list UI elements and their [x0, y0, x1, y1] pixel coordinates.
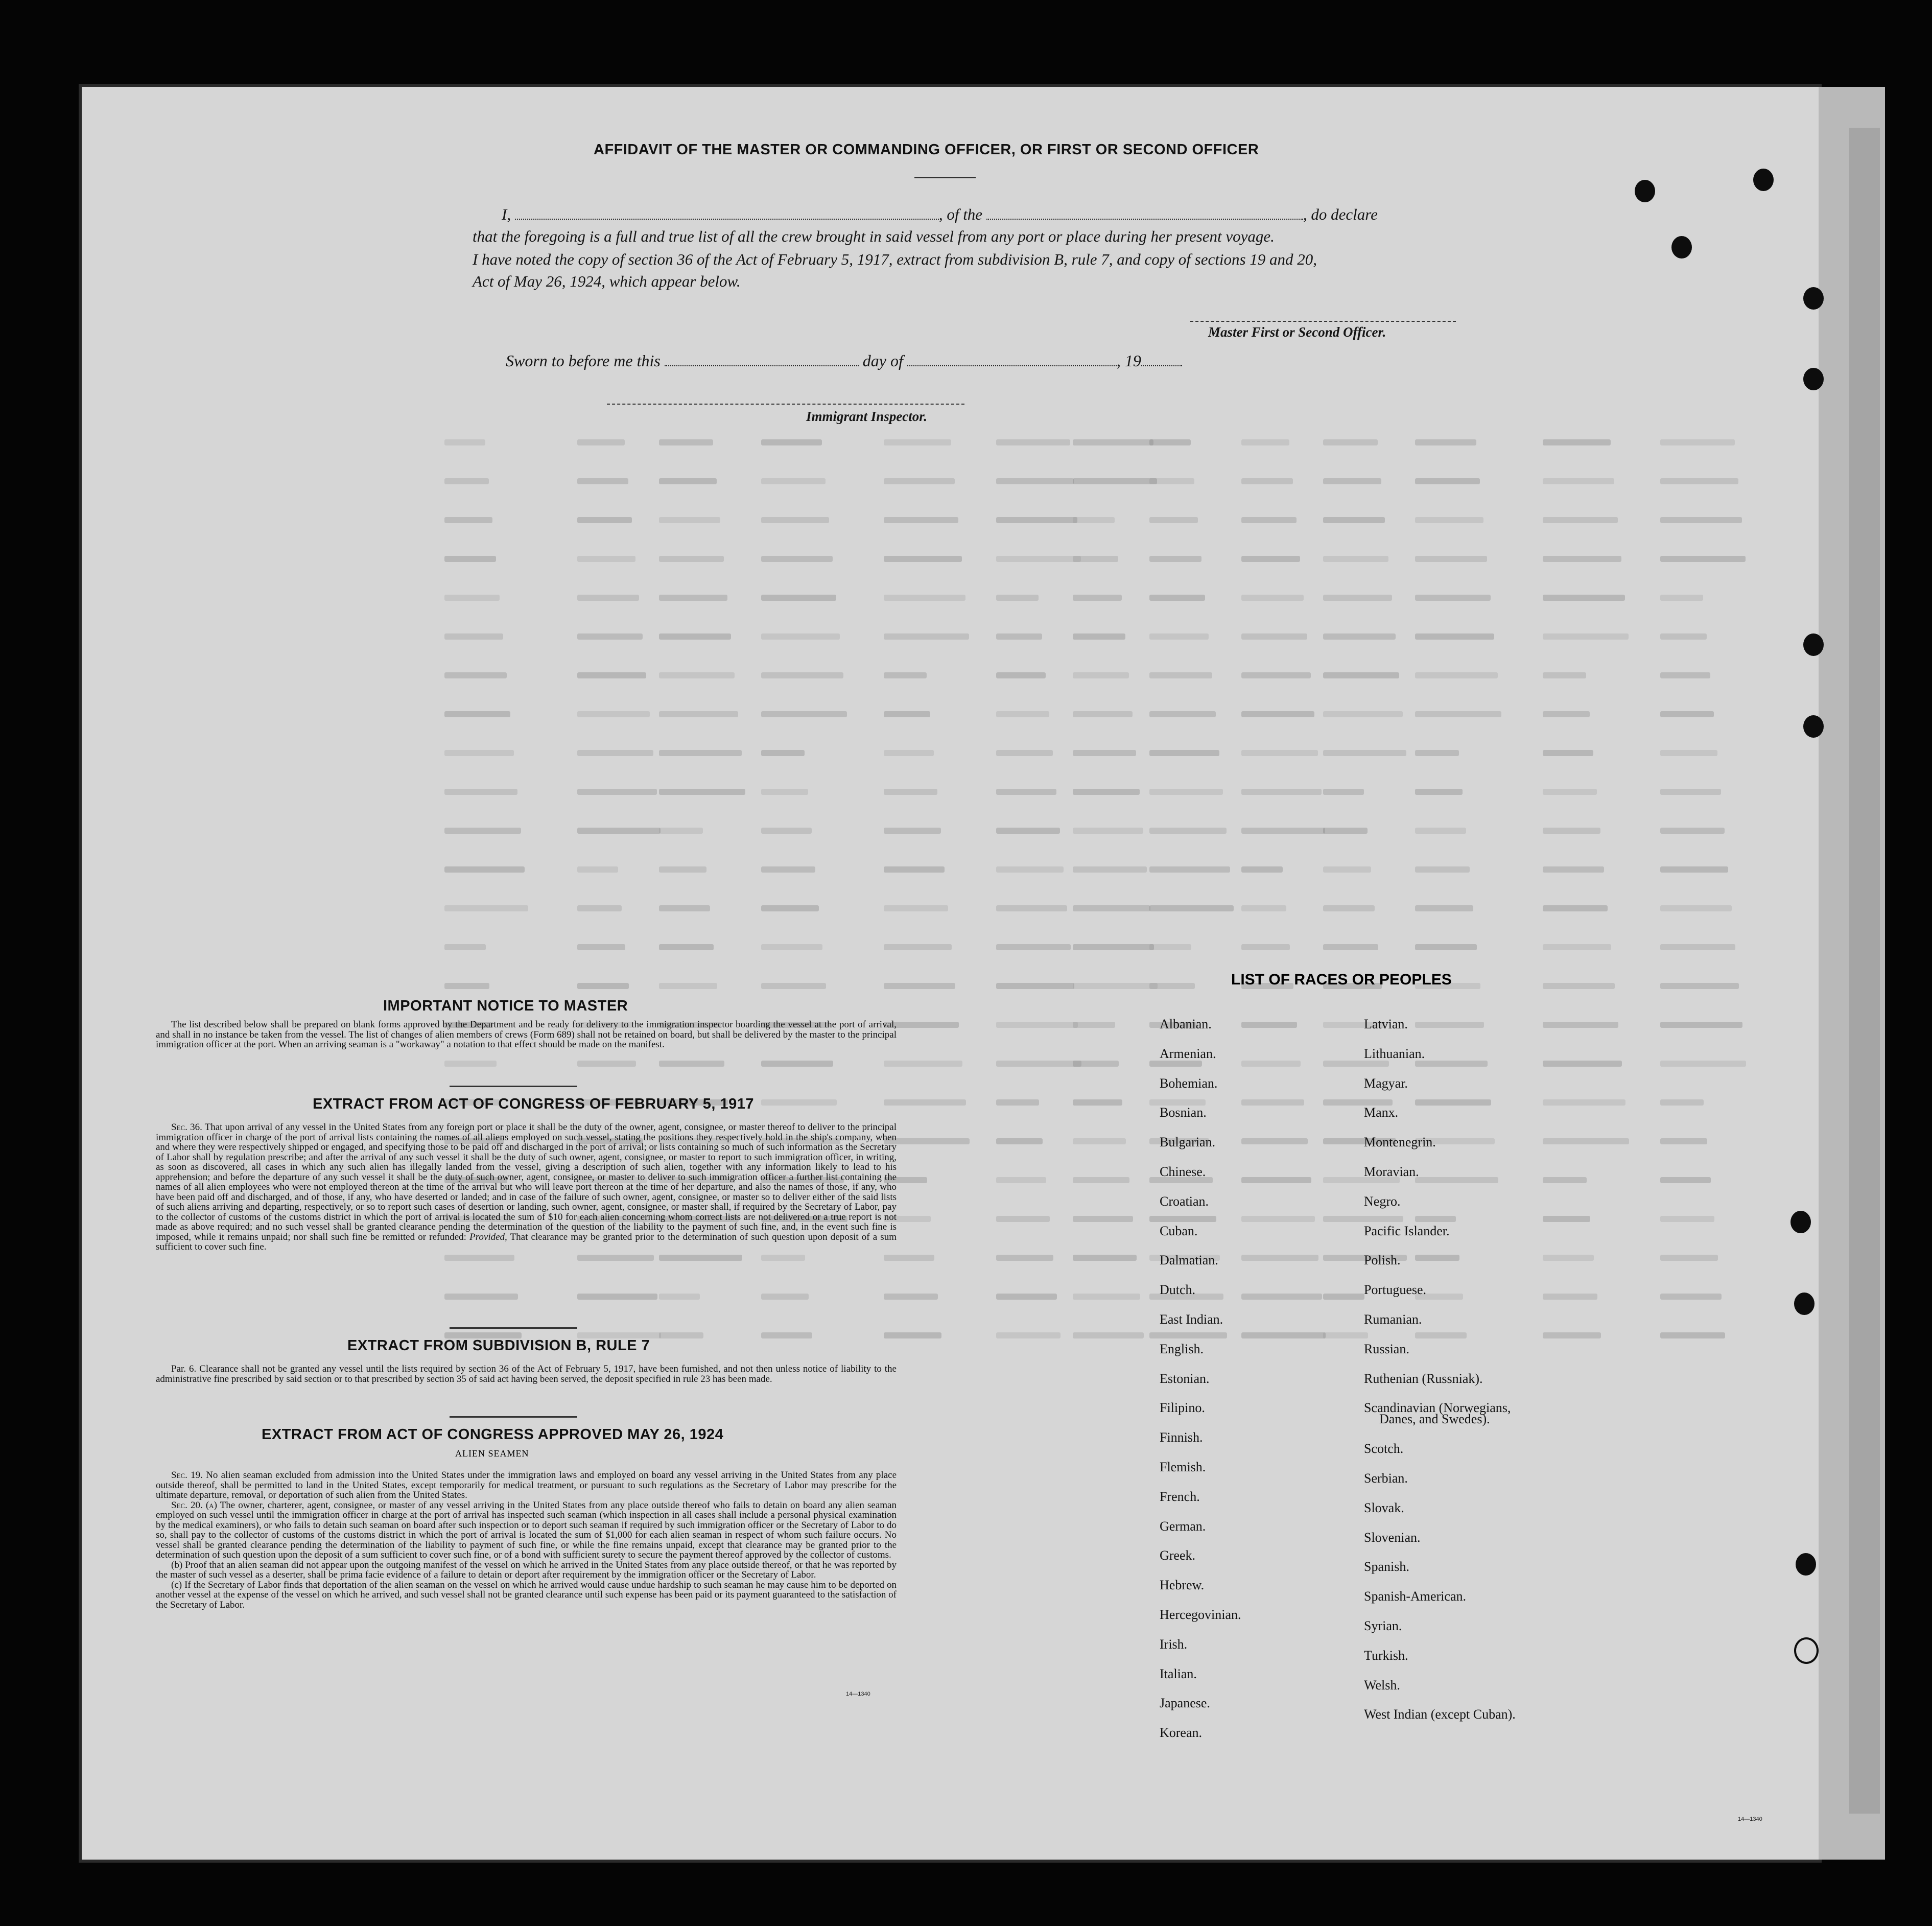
race-item: Manx. [1364, 1105, 1399, 1120]
race-item: Spanish. [1364, 1559, 1409, 1575]
race-item: Serbian. [1364, 1470, 1408, 1486]
section-label: (b) [171, 1559, 183, 1570]
race-item: Bosnian. [1160, 1105, 1207, 1120]
affidavit-i: I, [502, 205, 511, 223]
race-item: Montenegrin. [1364, 1135, 1436, 1150]
race-item: Lithuanian. [1364, 1046, 1425, 1061]
race-item: Slovenian. [1364, 1530, 1421, 1545]
race-item: Bohemian. [1160, 1075, 1218, 1091]
section-divider [450, 1416, 577, 1418]
race-item: Ruthenian (Russniak). [1364, 1371, 1483, 1386]
notice-paragraph: The list described below shall be prepared on blank forms approved by the Department and be ready for delivery to the immigration inspector boarding the vessel at the port of arrival, and shall in no instance be taken from the vessel. The list of changes of alien members of crews (Form 689) shall not be retained on board, but shall be delivered by the master to the principal immigration officer at the port. When an arriving seaman is a "workaway" a notation to that effect should be made on the manifest. [156, 1019, 897, 1050]
notice-to-master-title: IMPORTANT NOTICE TO MASTER [383, 998, 628, 1014]
punch-hole [1635, 180, 1655, 202]
race-item: Magyar. [1364, 1075, 1408, 1091]
race-item: Dutch. [1160, 1282, 1196, 1298]
affidavit-declaration-line [502, 205, 1456, 224]
section-text: The owner, charterer, agent, consignee, or master of any vessel arriving in the United States from any place outside thereof who fails to detain on board any alien seaman employed on such vessel until the immigration officer in charge at the port of arrival has inspected such seaman (which inspection in all cases shall include a personal physical examination by the medical examiners), or who fails to detain such seaman on board after such inspection or to deport such seaman if required by such immigration officer or the Secretary of Labor to do so, shall pay to the collector of customs of the customs district in which the port of arrival is located the sum of $1,000 for each alien seaman in respect of whom such failure occurs. No vessel shall be granted clearance pending the determination of the liability to payment of such fine, or while the fine remains unpaid, except that clearance may be granted prior to the determination of such question upon the deposit of a sum sufficient to cover such fine, or of a bond with sufficient surety to secure the payment thereof approved by the collector of customs. [156, 1499, 897, 1560]
affidavit-of-the: , of the [938, 205, 983, 223]
race-item: Slovak. [1364, 1500, 1404, 1515]
punch-hole [1796, 1553, 1816, 1576]
notice-to-master-text [156, 1020, 897, 1050]
day-blank [665, 365, 859, 366]
section-label: (c) [171, 1579, 182, 1590]
inspector-signature-line [607, 404, 964, 405]
race-item: German. [1160, 1518, 1206, 1534]
race-item: Negro. [1364, 1193, 1401, 1209]
extract-1924-text [156, 1470, 897, 1610]
race-item: Chinese. [1160, 1164, 1206, 1179]
race-item: Turkish. [1364, 1648, 1408, 1663]
affidavit-title: AFFIDAVIT OF THE MASTER OR COMMANDING OFFICER, OR FIRST OR SECOND OFFICER [594, 142, 1259, 158]
punch-hole [1803, 715, 1824, 738]
master-signature-line [1190, 321, 1456, 322]
section-divider [450, 1327, 577, 1329]
punch-hole [1671, 236, 1692, 259]
rule7-paragraph: Par. 6. Clearance shall not be granted any vessel until the lists required by section 36 of the Act of February 5, 1917, have been furnished, and not then unless notice of liability to the administrative fine prescribed by said section or to that prescribed by section 35 of said act having been served, the deposit specified in rule 23 has been made. [156, 1364, 897, 1384]
year-blank [1141, 365, 1182, 366]
race-item: Croatian. [1160, 1193, 1209, 1209]
punch-hole [1803, 368, 1824, 390]
punch-hole [1803, 633, 1824, 656]
master-signature-label: Master First or Second Officer. [1208, 324, 1386, 340]
race-item: Moravian. [1364, 1164, 1419, 1179]
race-item: Danes, and Swedes). [1379, 1412, 1490, 1427]
sec19-paragraph [156, 1470, 897, 1500]
race-item: Dalmatian. [1160, 1253, 1218, 1268]
extract-1924-title: EXTRACT FROM ACT OF CONGRESS APPROVED MAY 26, 1924 [262, 1426, 724, 1443]
section-text: That upon arrival of any vessel in the United States from any foreign port or place it shall be the duty of the owner, agent, consignee, or master thereof to deliver to the principal immigration officer in charge of the port of arrival lists containing the names of all aliens employed on such vessel, stating the positions they respectively hold in the ship's company, when and where they were respectively shipped or engaged, and specifying those to be paid off and discharged in the port of arrival; or lists containing so much of such information as the Secretary of Labor shall by regulation prescribe; and after the arrival of any such vessel it shall be the duty of such owner, agent, consignee, or master to report to such immigration officer, in writing, as soon as discovered, all cases in which any such alien has illegally landed from the vessel, giving a description of such alien, together with any information likely to lead to his apprehension; and before the departure of any such vessel it shall be the duty of such owner, agent, consignee, or master to deliver to such immigration officer a further list containing the names of all alien employees who were not employed thereon at the time of the arrival but who will leave port thereon at the time of her departure, and also the names of those, if any, who have been paid off and discharged, and of those, if any, who have deserted or landed; and in case of the failure of such owner, agent, consignee, or master so to deliver either of the said lists of such aliens arriving and departing, respectively, or so to report such cases of desertion or landing, such owner, agent, consignee, or master shall, if required by the Secretary of Labor, pay to the collector of customs of the customs district in which the port of arrival is located the sum of $10 for each alien concerning whom correct lists are not delivered or a true report is not made as above required; and no such vessel shall be granted clearance pending the determination of the question of the liability to the payment of such fine, and, in the event such fine is imposed, while it remains unpaid; nor shall such fine be remitted or refunded: [156, 1122, 897, 1242]
punch-hole [1794, 1293, 1815, 1315]
race-item: Filipino. [1160, 1400, 1205, 1416]
extract-rule7-text [156, 1364, 897, 1384]
race-item: Hebrew. [1160, 1578, 1205, 1593]
provided-label: Provided, [469, 1231, 507, 1242]
day-of-label: day of [862, 351, 903, 370]
race-item: West Indian (except Cuban). [1364, 1707, 1516, 1722]
inspector-signature-label: Immigrant Inspector. [806, 409, 928, 424]
title-divider [914, 177, 976, 178]
race-item: Albanian. [1160, 1017, 1212, 1031]
race-item: Greek. [1160, 1548, 1196, 1563]
section-label: Sec. 36. [171, 1122, 202, 1133]
section-text-end: That clearance may be granted prior to the determination of such question upon deposit of a sum sufficient to cover such fine. [156, 1231, 897, 1252]
race-item: Estonian. [1160, 1371, 1210, 1386]
extract-1917-text [156, 1122, 897, 1252]
race-item: Armenian. [1160, 1046, 1216, 1061]
punch-hole [1790, 1211, 1811, 1233]
race-item: Finnish. [1160, 1430, 1203, 1445]
race-item: Scandinavian (Norwegians, [1364, 1400, 1511, 1416]
extract-1917-title: EXTRACT FROM ACT OF CONGRESS OF FEBRUARY 5, 1917 [313, 1096, 755, 1112]
affidavit-text-line: I have noted the copy of section 36 of the Act of February 5, 1917, extract from subdivision B, rule 7, and copy of sections 19 and 20, [473, 250, 1317, 268]
race-item: English. [1160, 1341, 1204, 1356]
race-item: Korean. [1160, 1725, 1203, 1741]
name-blank [515, 218, 939, 220]
punch-hole [1794, 1637, 1819, 1664]
race-item: Russian. [1364, 1341, 1409, 1356]
extract-rule7-title: EXTRACT FROM SUBDIVISION B, RULE 7 [347, 1337, 650, 1354]
year-prefix: , 19 [1116, 351, 1141, 370]
form-number: 14—1340 [846, 1691, 870, 1697]
sec20c-paragraph [156, 1580, 897, 1610]
race-item: East Indian. [1160, 1312, 1223, 1327]
section-text: If the Secretary of Labor finds that deportation of the alien seaman on the vessel on which he arrived would cause undue hardship to such seaman he may cause him to be deported on another vessel at the expense of the vessel on which he arrived, and such vessel shall not be granted clearance until such expense has been paid or its payment guaranteed to the satisfaction of the Secretary of Labor. [156, 1579, 897, 1610]
alien-seamen-subtitle: ALIEN SEAMEN [455, 1448, 529, 1459]
punch-hole [1803, 287, 1824, 310]
race-item: Hercegovinian. [1160, 1607, 1241, 1622]
race-item: Polish. [1364, 1253, 1401, 1268]
punch-hole [1753, 169, 1774, 191]
affidavit-text-line: that the foregoing is a full and true list of all the crew brought in said vessel from any port or place during her present voyage. [473, 227, 1275, 245]
affidavit-do-declare: , do declare [1303, 205, 1378, 223]
race-item: Spanish-American. [1364, 1589, 1467, 1604]
race-item: Italian. [1160, 1666, 1197, 1681]
vessel-blank [986, 218, 1303, 220]
sworn-line [506, 351, 1182, 370]
section-label: Sec. 19. [171, 1470, 203, 1481]
section-divider [450, 1086, 577, 1087]
sec20b-paragraph [156, 1560, 897, 1580]
race-item: Portuguese. [1364, 1282, 1427, 1298]
race-item: Irish. [1160, 1636, 1188, 1652]
race-item: Syrian. [1364, 1618, 1402, 1633]
race-item: Pacific Islander. [1364, 1223, 1450, 1238]
section-label: Sec. 20. (a) [171, 1499, 217, 1511]
affidavit-text-line: Act of May 26, 1924, which appear below. [473, 272, 741, 290]
section-text: Proof that an alien seaman did not appear upon the outgoing manifest of the vessel on which he arrived in the United States from any place outside thereof, or that he was reported by the master of such vessel as a deserter, shall be prima facie evidence of a failure to detain or deport after requirement by the immigration officer or the Secretary of Labor. [156, 1559, 897, 1580]
race-item: Bulgarian. [1160, 1135, 1216, 1150]
section-text: No alien seaman excluded from admission into the United States under the immigration laws and employed on board any vessel arriving in the United States from any place outside thereof, shall be permitted to land in the United States, except temporarily for medical treatment, or pursuant to such regulations as the Secretary of Labor may prescribe for the ultimate departure, removal, or deportation of such alien from the United States. [156, 1470, 897, 1500]
race-item: Rumanian. [1364, 1312, 1422, 1327]
race-item: Welsh. [1364, 1677, 1400, 1693]
races-list-title: LIST OF RACES OR PEOPLES [1231, 971, 1452, 988]
race-item: Cuban. [1160, 1223, 1198, 1238]
race-item: Flemish. [1160, 1460, 1206, 1474]
race-item: Scotch. [1364, 1441, 1404, 1457]
month-blank [907, 365, 1117, 366]
race-item: French. [1160, 1489, 1200, 1504]
form-number: 14—1340 [1738, 1816, 1762, 1822]
sec20a-paragraph [156, 1500, 897, 1560]
page-edge-shadow [1849, 128, 1880, 1814]
sworn-before-label: Sworn to before me this [506, 351, 661, 370]
race-item: Japanese. [1160, 1696, 1210, 1711]
race-item: Latvian. [1364, 1017, 1408, 1031]
